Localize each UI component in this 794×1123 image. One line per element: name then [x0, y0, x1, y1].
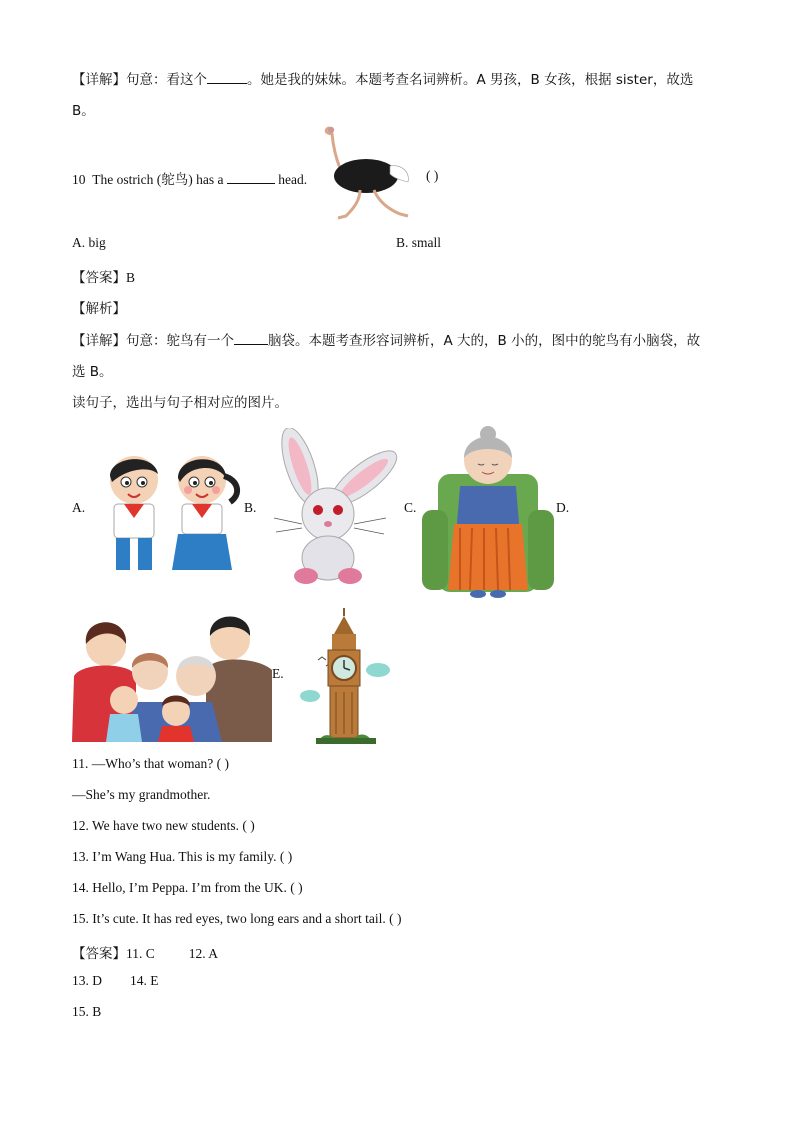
answer-15: 15. B: [72, 1004, 102, 1019]
answer-tag: 【答案】: [72, 270, 126, 286]
question-15: 15. It’s cute. It has red eyes, two long ears and a short tail. ( ): [72, 911, 402, 926]
detail-text: 句意：鸵鸟有一个: [126, 333, 234, 349]
section-instruction: 读句子，选出与句子相对应的图片。: [72, 395, 288, 411]
answer-blank: [207, 72, 247, 84]
answer-paren: ( ): [426, 168, 439, 183]
clock-tower-illustration: [300, 606, 392, 746]
picture-label-e: E.: [272, 666, 284, 681]
picture-label-a: A.: [72, 500, 86, 515]
ostrich-illustration: [320, 124, 412, 224]
picture-label-c: C.: [404, 500, 417, 515]
answers-line-2: [72, 973, 159, 989]
question-12: 12. We have two new students. ( ): [72, 818, 255, 833]
answer-tag: 【答案】: [72, 946, 126, 962]
grandmother-illustration: [420, 424, 556, 600]
q10-detail-line: [72, 329, 700, 349]
stem-text: head.: [278, 172, 308, 187]
option-b: B. small: [396, 235, 442, 250]
family-illustration: [72, 606, 274, 742]
q10-stem: [72, 168, 307, 188]
rabbit-illustration: [262, 428, 402, 588]
analysis-tag: 【解析】: [72, 301, 126, 317]
question-14: 14. Hello, I’m Peppa. I’m from the UK. ( ): [72, 880, 303, 895]
answer-value: B: [126, 270, 136, 285]
question-11-reply: —She’s my grandmother.: [72, 787, 211, 802]
answers-line-1: [72, 942, 218, 962]
picture-label-b: B.: [244, 500, 257, 515]
detail-text: 句意：看这个: [126, 72, 207, 88]
detail-text: 脑袋。本题考查形容词辨析，A 大的，B 小的，图中的鸵鸟有小脑袋，故: [268, 333, 701, 349]
answer-14: 14. E: [130, 973, 159, 988]
detail-tag: 【详解】: [72, 333, 126, 349]
detail-text: 。她是我的妹妹。本题考查名词辨析。A 男孩，B 女孩，根据 sister，故选: [247, 72, 694, 88]
two-students-illustration: [98, 446, 246, 574]
q10-answer: [72, 266, 135, 286]
answer-12: 12. A: [188, 946, 219, 961]
question-13: 13. I’m Wang Hua. This is my family. ( ): [72, 849, 293, 864]
q9-detail-line-2: B。: [72, 103, 95, 119]
stem-text: The ostrich (鸵鸟) has a: [92, 172, 224, 187]
question-11: 11. —Who’s that woman? ( ): [72, 756, 229, 771]
q10-detail-line-2: 选 B。: [72, 364, 113, 380]
answer-11: 11. C: [126, 946, 155, 961]
answer-blank: [234, 333, 268, 345]
option-a: A. big: [72, 235, 106, 250]
q9-detail-line: [72, 68, 693, 88]
question-number: 10: [72, 172, 86, 187]
answer-blank: [227, 172, 275, 184]
detail-tag: 【详解】: [72, 72, 126, 88]
answer-13: 13. D: [72, 973, 102, 988]
picture-label-d: D.: [556, 500, 570, 515]
